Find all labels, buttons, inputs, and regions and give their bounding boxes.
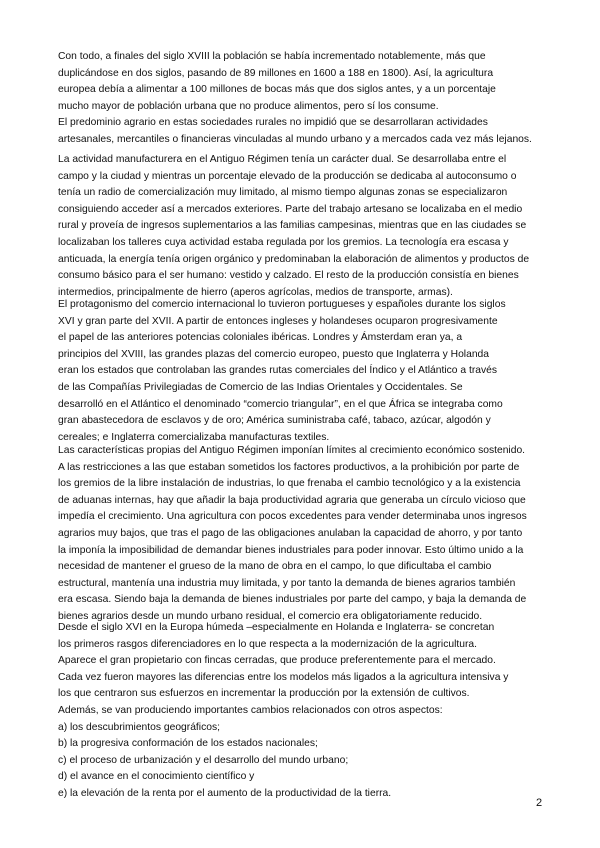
paragraph-agricultural-modernization [58, 620, 578, 803]
text-line: los primeros rasgos diferenciadores en lo que respecta a la modernización de la agricultura. [58, 638, 477, 650]
text-line: el papel de las anteriores potencias coloniales ibéricas. Londres y Ámsterdam eran ya, a [58, 332, 463, 344]
text-line: anticuada, la energía tenía origen orgánico y predominaban la elaboración de alimentos y productos de [58, 253, 530, 265]
list-item: b) la progresiva conformación de los estados nacionales; [58, 738, 318, 750]
text-line: de aduanas internas, hay que añadir la baja productividad agraria que generaba un círculo vicioso que [58, 494, 526, 506]
text-line: Las características propias del Antiguo Régimen imponían límites al crecimiento económico sostenido. [58, 445, 526, 456]
text-line: impedía el crecimiento. Una agricultura con pocos excedentes para vender determinaba unos ingresos [58, 511, 527, 523]
text-line: consiguiendo acceder así a mercados exteriores. Parte del trabajo artesano se localizaba en el medio [58, 203, 523, 215]
text-line: tenía un radio de comercialización muy limitado, al mismo tiempo algunas zonas se especializaron [58, 187, 508, 199]
text-line: Desde el siglo XVI en la Europa húmeda –especialmente en Holanda e Inglaterra- se concretan [58, 622, 495, 633]
text-line: principios del XVIII, las grandes plazas del comercio europeo, puesto que Inglaterra y Holanda [58, 348, 490, 360]
text-line: era escasa. Siendo baja la demanda de bienes industriales por parte del campo, y baja la demanda de [58, 594, 527, 606]
text-line: A las restricciones a las que estaban sometidos los factores productivos, a la prohibición por parte de [58, 461, 520, 473]
text-line: los gremios de la libre instalación de industrias, lo que frenaba el cambio tecnológico y a la existencia [58, 478, 521, 490]
text-line: eran los estados que controlaban las grandes rutas comerciales del Índico y el Atlántico a través [58, 365, 498, 377]
text-line: Aparece el gran propietario con fincas cerradas, que produce preferentemente para el mercado. [58, 655, 496, 667]
text-line: la imponía la imposibilidad de demandar bienes industriales para poder innovar. Esto último unido a la [58, 544, 524, 556]
text-line: cereales; e Inglaterra comercializaba manufacturas textiles. [58, 431, 330, 443]
text-line: mucho mayor de población urbana que no produce alimentos, pero sí los consume. [58, 100, 439, 112]
paragraph-population [58, 49, 578, 149]
paragraph-manufacturing [58, 152, 578, 301]
text-line: El predominio agrario en estas sociedades rurales no impidió que se desarrollaran actividades [58, 117, 488, 129]
text-line: gran abastecedora de esclavos y de oro; América suministraba café, tabaco, azúcar, algodón y [58, 415, 491, 427]
text-line: los que centraron sus esfuerzos en incrementar la producción por la extensión de cultivos. [58, 688, 470, 700]
text-line: agrarios muy bajos, que tras el pago de las obligaciones anulaban la capacidad de ahorro, y por tanto [58, 527, 523, 539]
text-line: consumo básico para el ser humano: vestido y calzado. El resto de la producción consistía en bienes [58, 270, 519, 282]
text-line: intermedios, principalmente de hierro (aperos agrícolas, medios de transporte, armas). [58, 286, 453, 298]
text-line: localizaban los talleres cuya actividad estaba regulada por los gremios. La tecnología era escasa y [58, 236, 509, 248]
text-line: campo y la ciudad y mientras un porcentaje elevado de la producción se dedicaba al autoconsumo o [58, 170, 517, 182]
list-item: c) el proceso de urbanización y el desarrollo del mundo urbano; [58, 754, 349, 766]
text-line: Además, se van produciendo importantes cambios relacionados con otros aspectos: [58, 704, 443, 716]
text-line: La actividad manufacturera en el Antiguo Régimen tenía un carácter dual. Se desarrollaba entre el [58, 154, 507, 165]
text-line: Con todo, a finales del siglo XVIII la población se había incrementado notablemente, más que [58, 51, 486, 62]
text-line: necesidad de mantener el grueso de la mano de obra en el campo, lo que dificultaba el cambio [58, 561, 492, 573]
paragraph-international-trade [58, 297, 578, 446]
text-line: bienes agrarios desde un mundo urbano residual, el comercio era obligatoriamente reducido. [58, 610, 483, 622]
list-item: a) los descubrimientos geográficos; [58, 721, 220, 733]
text-line: rural y proveía de ingresos suplementarios a las familias campesinas, mientras que en las ciudades se [58, 220, 527, 232]
text-line: estructural, mantenía una industria muy limitada, y por tanto la demanda de bienes agrarios también [58, 577, 516, 589]
text-line: europea debía a alimentar a 100 millones de bocas más que dos siglos antes, y a un porcentaje [58, 84, 496, 96]
text-line: XVI y gran parte del XVII. A partir de entonces ingleses y holandeses ocuparon progresivamente [58, 315, 498, 327]
text-line: duplicándose en dos siglos, pasando de 89 millones en 1600 a 188 en 1800). Así, la agricultura [58, 67, 494, 79]
list-item: e) la elevación de la renta por el aumento de la productividad de la tierra. [58, 787, 392, 799]
text-line: de las Compañías Privilegiadas de Comercio de las Indias Orientales y Occidentales. Se [58, 381, 463, 393]
text-line: Cada vez fueron mayores las diferencias entre los modelos más ligados a la agricultura intensiva y [58, 671, 509, 683]
paragraph-growth-limits [58, 443, 578, 626]
list-item: d) el avance en el conocimiento científico y [58, 771, 255, 783]
page-number: 2 [536, 797, 543, 809]
text-line: desarrolló en el Atlántico el denominado “comercio triangular”, en el que África se integraba como [58, 398, 503, 410]
text-line: artesanales, mercantiles o financieras vinculadas al mundo urbano y a mercados cada vez más lejanos. [58, 133, 532, 145]
text-line: El protagonismo del comercio internacional lo tuvieron portugueses y españoles durante los siglos [58, 299, 506, 310]
